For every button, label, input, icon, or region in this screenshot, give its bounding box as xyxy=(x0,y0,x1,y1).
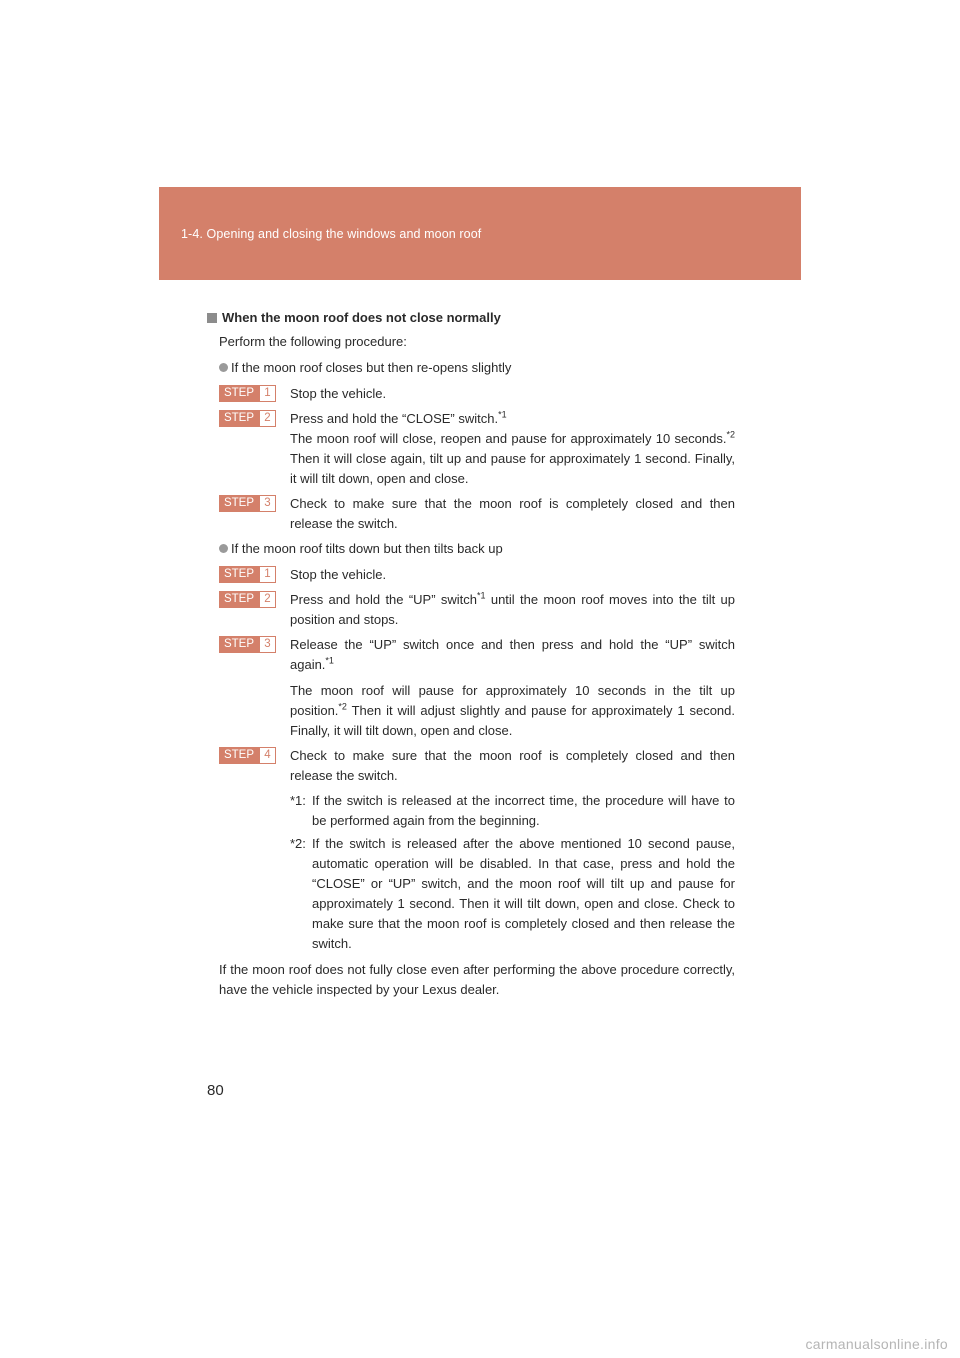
step-item xyxy=(207,494,735,534)
main-content xyxy=(207,308,735,1013)
circle-bullet-icon xyxy=(219,363,228,372)
step-item xyxy=(207,384,735,404)
footnote-ref: *1 xyxy=(498,409,507,420)
footnote-ref: *2 xyxy=(726,429,735,440)
footnotes xyxy=(290,791,735,954)
step-item xyxy=(207,409,735,489)
square-bullet-icon xyxy=(207,313,217,323)
step-badge: STEP 4 xyxy=(219,747,276,764)
step-badge: STEP 2 xyxy=(219,591,276,608)
step-text: Release the “UP” switch once and then press and hold the “UP” switch again.$^{*1}$ The moon roof will pause for approximately 10 seconds in the tilt up position.$^{*2}$ Then it will adjust slightly and pause for approximately 1 second. Finally, it will tilt down, open and close. xyxy=(290,637,735,738)
footnote-mark: *1: xyxy=(290,793,306,808)
step-text: Check to make sure that the moon roof is completely closed and then release the switch. xyxy=(290,748,735,783)
step-text: Press and hold the “CLOSE” switch.$^{*1}$ The moon roof will close, reopen and pause for approximately 10 seconds.$^{*2}$ Then it will close again, tilt up and pause for approximately 1 second. Finally, it will tilt down, open and close. xyxy=(290,409,735,486)
circle-bullet-icon xyxy=(219,544,228,553)
watermark: carmanualsonline.info xyxy=(805,1336,948,1352)
step-item xyxy=(207,746,735,786)
footnote-ref: *1 xyxy=(325,655,334,666)
section-header-title: 1-4. Opening and closing the windows and moon roof xyxy=(181,227,482,241)
step-text: Check to make sure that the moon roof is completely closed and then release the switch. xyxy=(290,496,735,531)
step-badge: STEP 3 xyxy=(219,495,276,512)
step-item xyxy=(207,635,735,741)
step-item xyxy=(207,590,735,630)
footnote-text: If the switch is released at the incorrect time, the procedure will have to be performed again from the beginning. xyxy=(312,793,735,828)
step-badge: STEP 1 xyxy=(219,566,276,583)
section-title: When the moon roof does not close normally xyxy=(207,308,735,328)
closing-paragraph: If the moon roof does not fully close even after performing the above procedure correctly, have the vehicle inspected by your Lexus dealer. xyxy=(219,962,735,997)
footnote-ref: *1 xyxy=(477,590,486,601)
step-text: Press and hold the “UP” switch$^{*1}$ until the moon roof moves into the tilt up position and stops. xyxy=(290,590,735,627)
step-badge: STEP 1 xyxy=(219,385,276,402)
footnote-item xyxy=(290,791,735,831)
section-lead: Perform the following procedure: xyxy=(219,334,407,349)
step-badge: STEP 3 xyxy=(219,636,276,653)
step-text: Stop the vehicle. xyxy=(290,567,387,582)
footnote-mark: *2: xyxy=(290,836,306,851)
bullet-item: If the moon roof tilts down but then tilts back up xyxy=(207,539,735,559)
step-badge: STEP 2 xyxy=(219,410,276,427)
bullet-item: If the moon roof closes but then re-opens slightly xyxy=(207,358,735,378)
step-item xyxy=(207,565,735,585)
footnote-ref: *2 xyxy=(338,701,347,712)
footnote-text: If the switch is released after the above mentioned 10 second pause, automatic operation will be disabled. In that case, press and hold the “CLOSE” or “UP” switch, and the moon roof will tilt up and pause for approximately 1 second. Then it will tilt down, open and close. Check to make sure that the moon roof is completely closed and then release the switch. xyxy=(312,836,735,951)
footnote-item xyxy=(290,834,735,954)
step-text: Stop the vehicle. xyxy=(290,386,387,401)
section-header-bar xyxy=(159,187,801,280)
page-number: 80 xyxy=(207,1082,224,1099)
